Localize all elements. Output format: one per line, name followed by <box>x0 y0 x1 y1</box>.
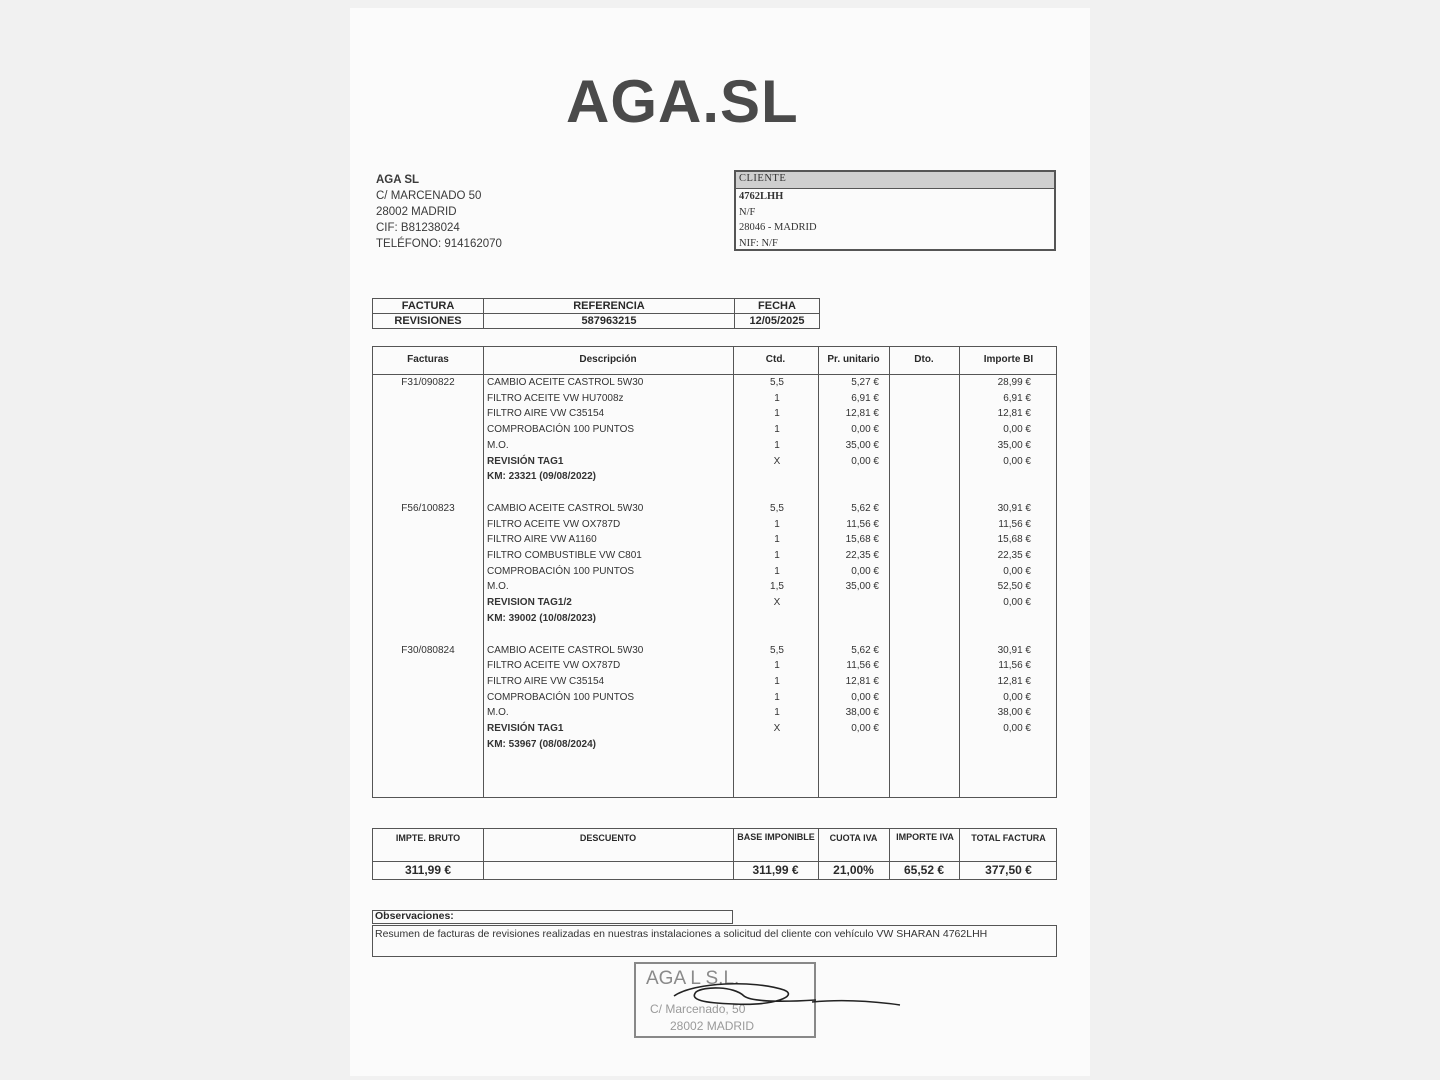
table-row <box>373 579 1058 595</box>
vat-rate-value: 21,00% <box>833 863 874 877</box>
item-unit-price: 35,00 € <box>845 581 879 593</box>
item-description: KM: 39002 (10/08/2023) <box>487 612 596 624</box>
table-row <box>373 674 1058 690</box>
sender-cif: CIF: B81238024 <box>376 222 460 234</box>
col-header-unit-price: Pr. unitario <box>827 354 880 365</box>
item-unit-price: 0,00 € <box>851 565 879 577</box>
item-amount: 0,00 € <box>1003 565 1031 577</box>
item-amount: 28,99 € <box>997 377 1031 388</box>
item-amount: 0,00 € <box>1003 455 1031 467</box>
table-row <box>373 469 1058 485</box>
item-amount: 15,68 € <box>997 534 1031 546</box>
table-row <box>373 406 1058 422</box>
client-name: N/F <box>739 206 756 218</box>
invoice-type-value: REVISIONES <box>373 314 484 329</box>
observations-text: Resumen de facturas de revisiones realizadas en nuestras instalaciones a solicitud del cliente con vehículo VW SHARAN 4762LHH <box>372 925 1057 957</box>
client-city: 28046 - MADRID <box>739 222 817 233</box>
item-amount: 6,91 € <box>1003 392 1031 404</box>
table-row <box>373 721 1058 737</box>
signature-tail <box>812 995 902 1009</box>
gross-value: 311,99 € <box>404 863 452 877</box>
invoice-number: F56/100823 <box>401 502 455 514</box>
item-unit-price: 11,56 € <box>846 518 879 530</box>
gross-label: IMPTE. BRUTO <box>395 833 461 843</box>
item-description: REVISIÓN TAG1 <box>487 723 564 734</box>
item-unit-price: 5,62 € <box>851 502 879 514</box>
observations-label: Observaciones: <box>372 910 733 924</box>
table-row <box>373 454 1058 470</box>
item-description: FILTRO AIRE VW A1160 <box>487 534 597 546</box>
sender-name: AGA SL <box>376 174 420 186</box>
item-unit-price: 12,81 € <box>845 675 879 687</box>
item-description: M.O. <box>487 439 509 451</box>
table-row <box>373 737 1058 753</box>
item-description: FILTRO COMBUSTIBLE VW C801 <box>487 550 642 561</box>
col-header-amount: Importe BI <box>983 354 1034 365</box>
item-unit-price: 0,00 € <box>851 455 879 467</box>
item-description: CAMBIO ACEITE CASTROL 5W30 <box>487 377 644 388</box>
item-description: REVISIÓN TAG1 <box>487 455 564 467</box>
total-label: TOTAL FACTURA <box>971 833 1046 843</box>
table-row <box>373 532 1058 548</box>
item-amount: 35,00 € <box>997 439 1031 451</box>
company-stamp <box>634 962 816 1038</box>
item-amount: 11,56 € <box>998 518 1031 530</box>
item-quantity: 1,5 <box>770 581 784 593</box>
item-amount: 30,91 € <box>997 644 1031 656</box>
item-quantity: 1 <box>774 691 780 703</box>
item-quantity: X <box>773 723 781 734</box>
item-unit-price: 0,00 € <box>851 691 879 703</box>
table-row <box>373 611 1058 627</box>
date-label: FECHA <box>735 299 820 314</box>
item-unit-price: 5,27 € <box>851 377 879 388</box>
items-table <box>372 346 1057 798</box>
sender-phone: TELÉFONO: 914162070 <box>376 238 502 250</box>
item-amount: 0,00 € <box>1003 424 1031 436</box>
item-quantity: 1 <box>774 707 780 719</box>
item-description: FILTRO AIRE VW C35154 <box>487 675 605 687</box>
item-amount: 12,81 € <box>997 408 1031 420</box>
company-logo: AGA.SL <box>566 68 799 135</box>
table-row <box>373 564 1058 580</box>
item-quantity: 1 <box>774 565 780 577</box>
item-quantity: 1 <box>774 518 780 530</box>
item-quantity: 1 <box>774 424 780 436</box>
item-amount: 0,00 € <box>1003 597 1031 609</box>
stamp-line-2: C/ Marcenado, 50 <box>650 1002 746 1016</box>
col-header-qty: Ctd. <box>765 354 786 365</box>
table-row <box>373 705 1058 721</box>
item-description: CAMBIO ACEITE CASTROL 5W30 <box>487 502 644 514</box>
item-unit-price: 22,35 € <box>845 550 879 561</box>
item-amount: 11,56 € <box>998 660 1031 672</box>
item-description: FILTRO ACEITE VW HU7008z <box>487 392 624 404</box>
table-row <box>373 438 1058 454</box>
discount-label: DESCUENTO <box>579 833 637 843</box>
table-row <box>373 501 1058 517</box>
item-unit-price: 12,81 € <box>845 408 879 420</box>
table-row <box>373 517 1058 533</box>
item-quantity: 1 <box>774 392 780 404</box>
item-description: KM: 23321 (09/08/2022) <box>487 471 596 483</box>
item-amount: 0,00 € <box>1003 723 1031 734</box>
item-quantity: 1 <box>774 439 780 451</box>
item-quantity: 1 <box>774 660 780 672</box>
item-amount: 12,81 € <box>997 675 1031 687</box>
col-header-invoices: Facturas <box>407 354 449 365</box>
date-value: 12/05/2025 <box>735 314 820 329</box>
item-description: FILTRO ACEITE VW OX787D <box>487 660 621 672</box>
item-quantity: 1 <box>774 534 780 546</box>
item-unit-price: 11,56 € <box>846 660 879 672</box>
item-description: COMPROBACIÓN 100 PUNTOS <box>487 565 635 577</box>
item-amount: 38,00 € <box>997 707 1031 719</box>
item-unit-price: 35,00 € <box>845 439 879 451</box>
item-amount: 52,50 € <box>997 581 1031 593</box>
item-unit-price: 0,00 € <box>851 723 879 734</box>
item-quantity: 5,5 <box>770 644 784 656</box>
item-unit-price: 5,62 € <box>851 644 879 656</box>
total-value: 377,50 € <box>985 863 1032 877</box>
table-row <box>373 422 1058 438</box>
table-row <box>373 375 1058 391</box>
reference-label: REFERENCIA <box>484 299 735 314</box>
item-amount: 30,91 € <box>997 502 1031 514</box>
table-row <box>373 391 1058 407</box>
table-row <box>373 643 1058 659</box>
invoice-type-label: FACTURA <box>373 299 484 314</box>
item-quantity: 1 <box>774 550 780 561</box>
stamp-line-1: AGA L S.L. <box>646 968 740 989</box>
vat-amount-value: 65,52 € <box>903 863 945 877</box>
item-amount: 22,35 € <box>997 550 1031 561</box>
table-row <box>373 595 1058 611</box>
item-amount: 0,00 € <box>1003 691 1031 703</box>
invoice-number: F31/090822 <box>401 377 455 388</box>
item-unit-price: 0,00 € <box>851 424 879 436</box>
item-description: KM: 53967 (08/08/2024) <box>487 738 596 750</box>
item-description: COMPROBACIÓN 100 PUNTOS <box>487 424 635 436</box>
item-description: M.O. <box>487 707 509 719</box>
item-unit-price: 15,68 € <box>845 534 879 546</box>
item-quantity: 1 <box>774 408 780 420</box>
client-nif: NIF: N/F <box>739 237 778 249</box>
item-quantity: X <box>773 455 781 467</box>
item-unit-price: 6,91 € <box>851 392 879 404</box>
item-quantity: 5,5 <box>770 502 784 514</box>
vat-rate-label: CUOTA IVA <box>829 833 878 843</box>
item-quantity: 1 <box>774 675 780 687</box>
sender-city: 28002 MADRID <box>376 206 457 218</box>
col-header-description: Descripción <box>579 354 637 365</box>
table-row <box>373 690 1058 706</box>
col-header-discount: Dto. <box>914 354 934 365</box>
table-row <box>373 658 1058 674</box>
taxable-base-label: BASE IMPONIBLE <box>737 832 815 842</box>
invoice-number: F30/080824 <box>401 644 455 656</box>
item-description: COMPROBACIÓN 100 PUNTOS <box>487 691 635 703</box>
item-description: FILTRO ACEITE VW OX787D <box>487 518 621 530</box>
item-description: M.O. <box>487 581 509 593</box>
sender-address: C/ MARCENADO 50 <box>376 190 482 202</box>
stamp-line-3: 28002 MADRID <box>670 1019 755 1033</box>
item-description: REVISION TAG1/2 <box>487 597 572 609</box>
taxable-base-value: 311,99 € <box>752 863 799 877</box>
table-row <box>373 548 1058 564</box>
client-plate: 4762LHH <box>739 191 784 202</box>
invoice-header-table <box>372 298 820 329</box>
item-quantity: X <box>773 597 781 609</box>
client-header: CLIENTE <box>736 172 1054 189</box>
item-description: FILTRO AIRE VW C35154 <box>487 408 605 420</box>
item-unit-price: 38,00 € <box>845 707 879 719</box>
item-quantity: 5,5 <box>770 377 784 388</box>
totals-table <box>372 828 1057 880</box>
client-box <box>734 170 1056 251</box>
vat-amount-label: IMPORTE IVA <box>896 832 954 842</box>
reference-value: 587963215 <box>484 314 735 329</box>
item-description: CAMBIO ACEITE CASTROL 5W30 <box>487 644 644 656</box>
sender-block <box>376 172 502 252</box>
